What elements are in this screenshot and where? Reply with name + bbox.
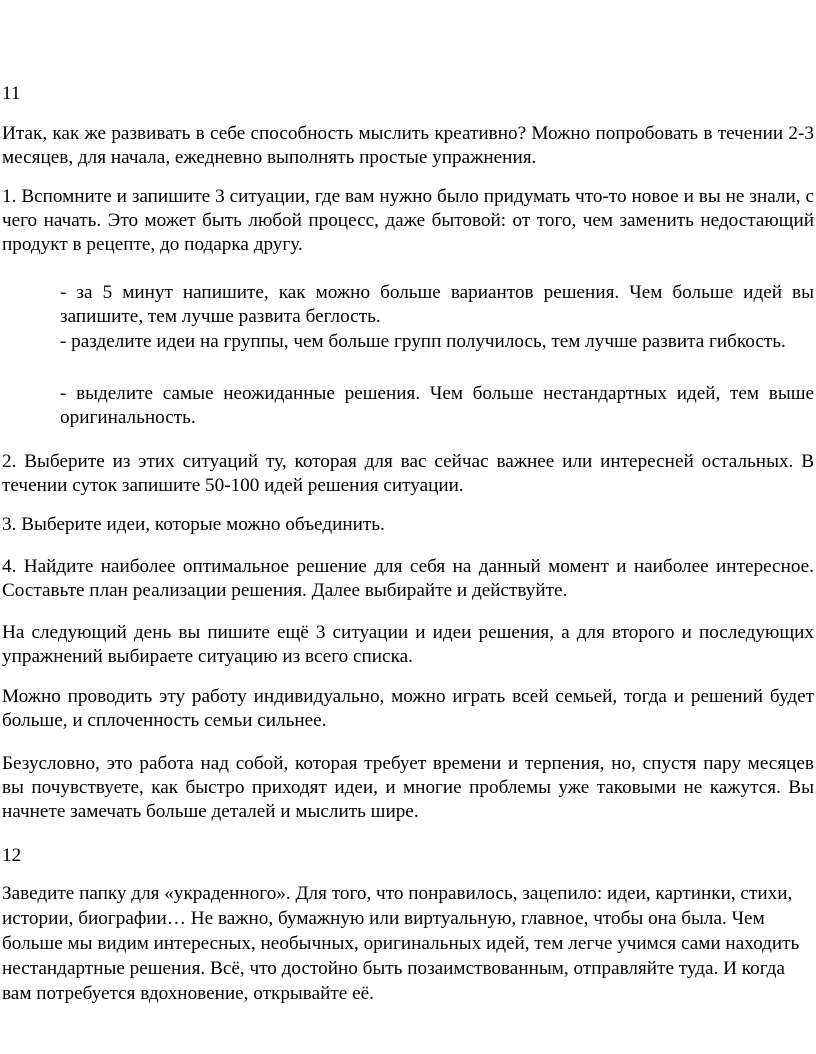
bullet-fluency: - за 5 минут напишите, как можно больше вариантов решения. Чем больше идей вы запишите, тем лучше развита беглость.: [60, 282, 814, 327]
section-number-12: 12: [2, 845, 22, 866]
step-1-paragraph: 1. Вспомните и запишите 3 ситуации, где вам нужно было придумать что-то новое и вы не знали, с чего начать. Это может быть любой процесс, даже бытовой: от того, чем заменить недостающий продукт в рецепте, до подарка другу.: [2, 186, 814, 255]
section-number-11: 11: [2, 83, 21, 104]
next-day-paragraph: На следующий день вы пишите ещё 3 ситуации и идеи решения, а для второго и последующих упражнений выбираете ситуацию из всего списка.: [2, 622, 814, 667]
step-4-paragraph: 4. Найдите наиболее оптимальное решение для себя на данный момент и наиболее интересное. Составьте план реализации решения. Далее выбирайте и действуйте.: [2, 556, 814, 601]
bullet-originality: - выделите самые неожиданные решения. Чем больше нестандартных идей, тем выше оригинальность.: [60, 383, 814, 428]
intro-paragraph: Итак, как же развивать в себе способность мыслить креативно? Можно попробовать в течении 2-3 месяцев, для начала, ежедневно выполнять простые упражнения.: [2, 123, 814, 168]
family-paragraph: Можно проводить эту работу индивидуально, можно играть всей семьей, тогда и решений будет больше, и сплоченность семьи сильнее.: [2, 686, 814, 731]
step-2-paragraph: 2. Выберите из этих ситуаций ту, которая для вас сейчас важнее или интересней остальных. В течении суток запишите 50-100 идей решения ситуации.: [2, 451, 814, 496]
conclusion-paragraph: Безусловно, это работа над собой, которая требует времени и терпения, но, спустя пару месяцев вы почувствуете, как быстро приходят идеи, и многие проблемы уже таковыми не кажутся. Вы начнете замечать больше деталей и мыслить шире.: [2, 753, 814, 822]
bullet-flexibility: - разделите идеи на группы, чем больше групп получилось, тем лучше развита гибкость.: [60, 331, 786, 352]
step-3-paragraph: 3. Выберите идеи, которые можно объединить.: [2, 514, 385, 535]
folder-paragraph: Заведите папку для «украденного». Для того, что понравилось, зацепило: идеи, картинки, стихи, истории, биографии… Не важно, бумажную или виртуальную, главное, чтобы она была. Чем больше мы видим интересных, необычных, оригинальных идей, тем легче учимся сами находить нестандартные решения. Всё, что достойно быть позаимствованным, отправляйте туда. И когда вам потребуется вдохновение, открывайте её.: [2, 883, 800, 1004]
